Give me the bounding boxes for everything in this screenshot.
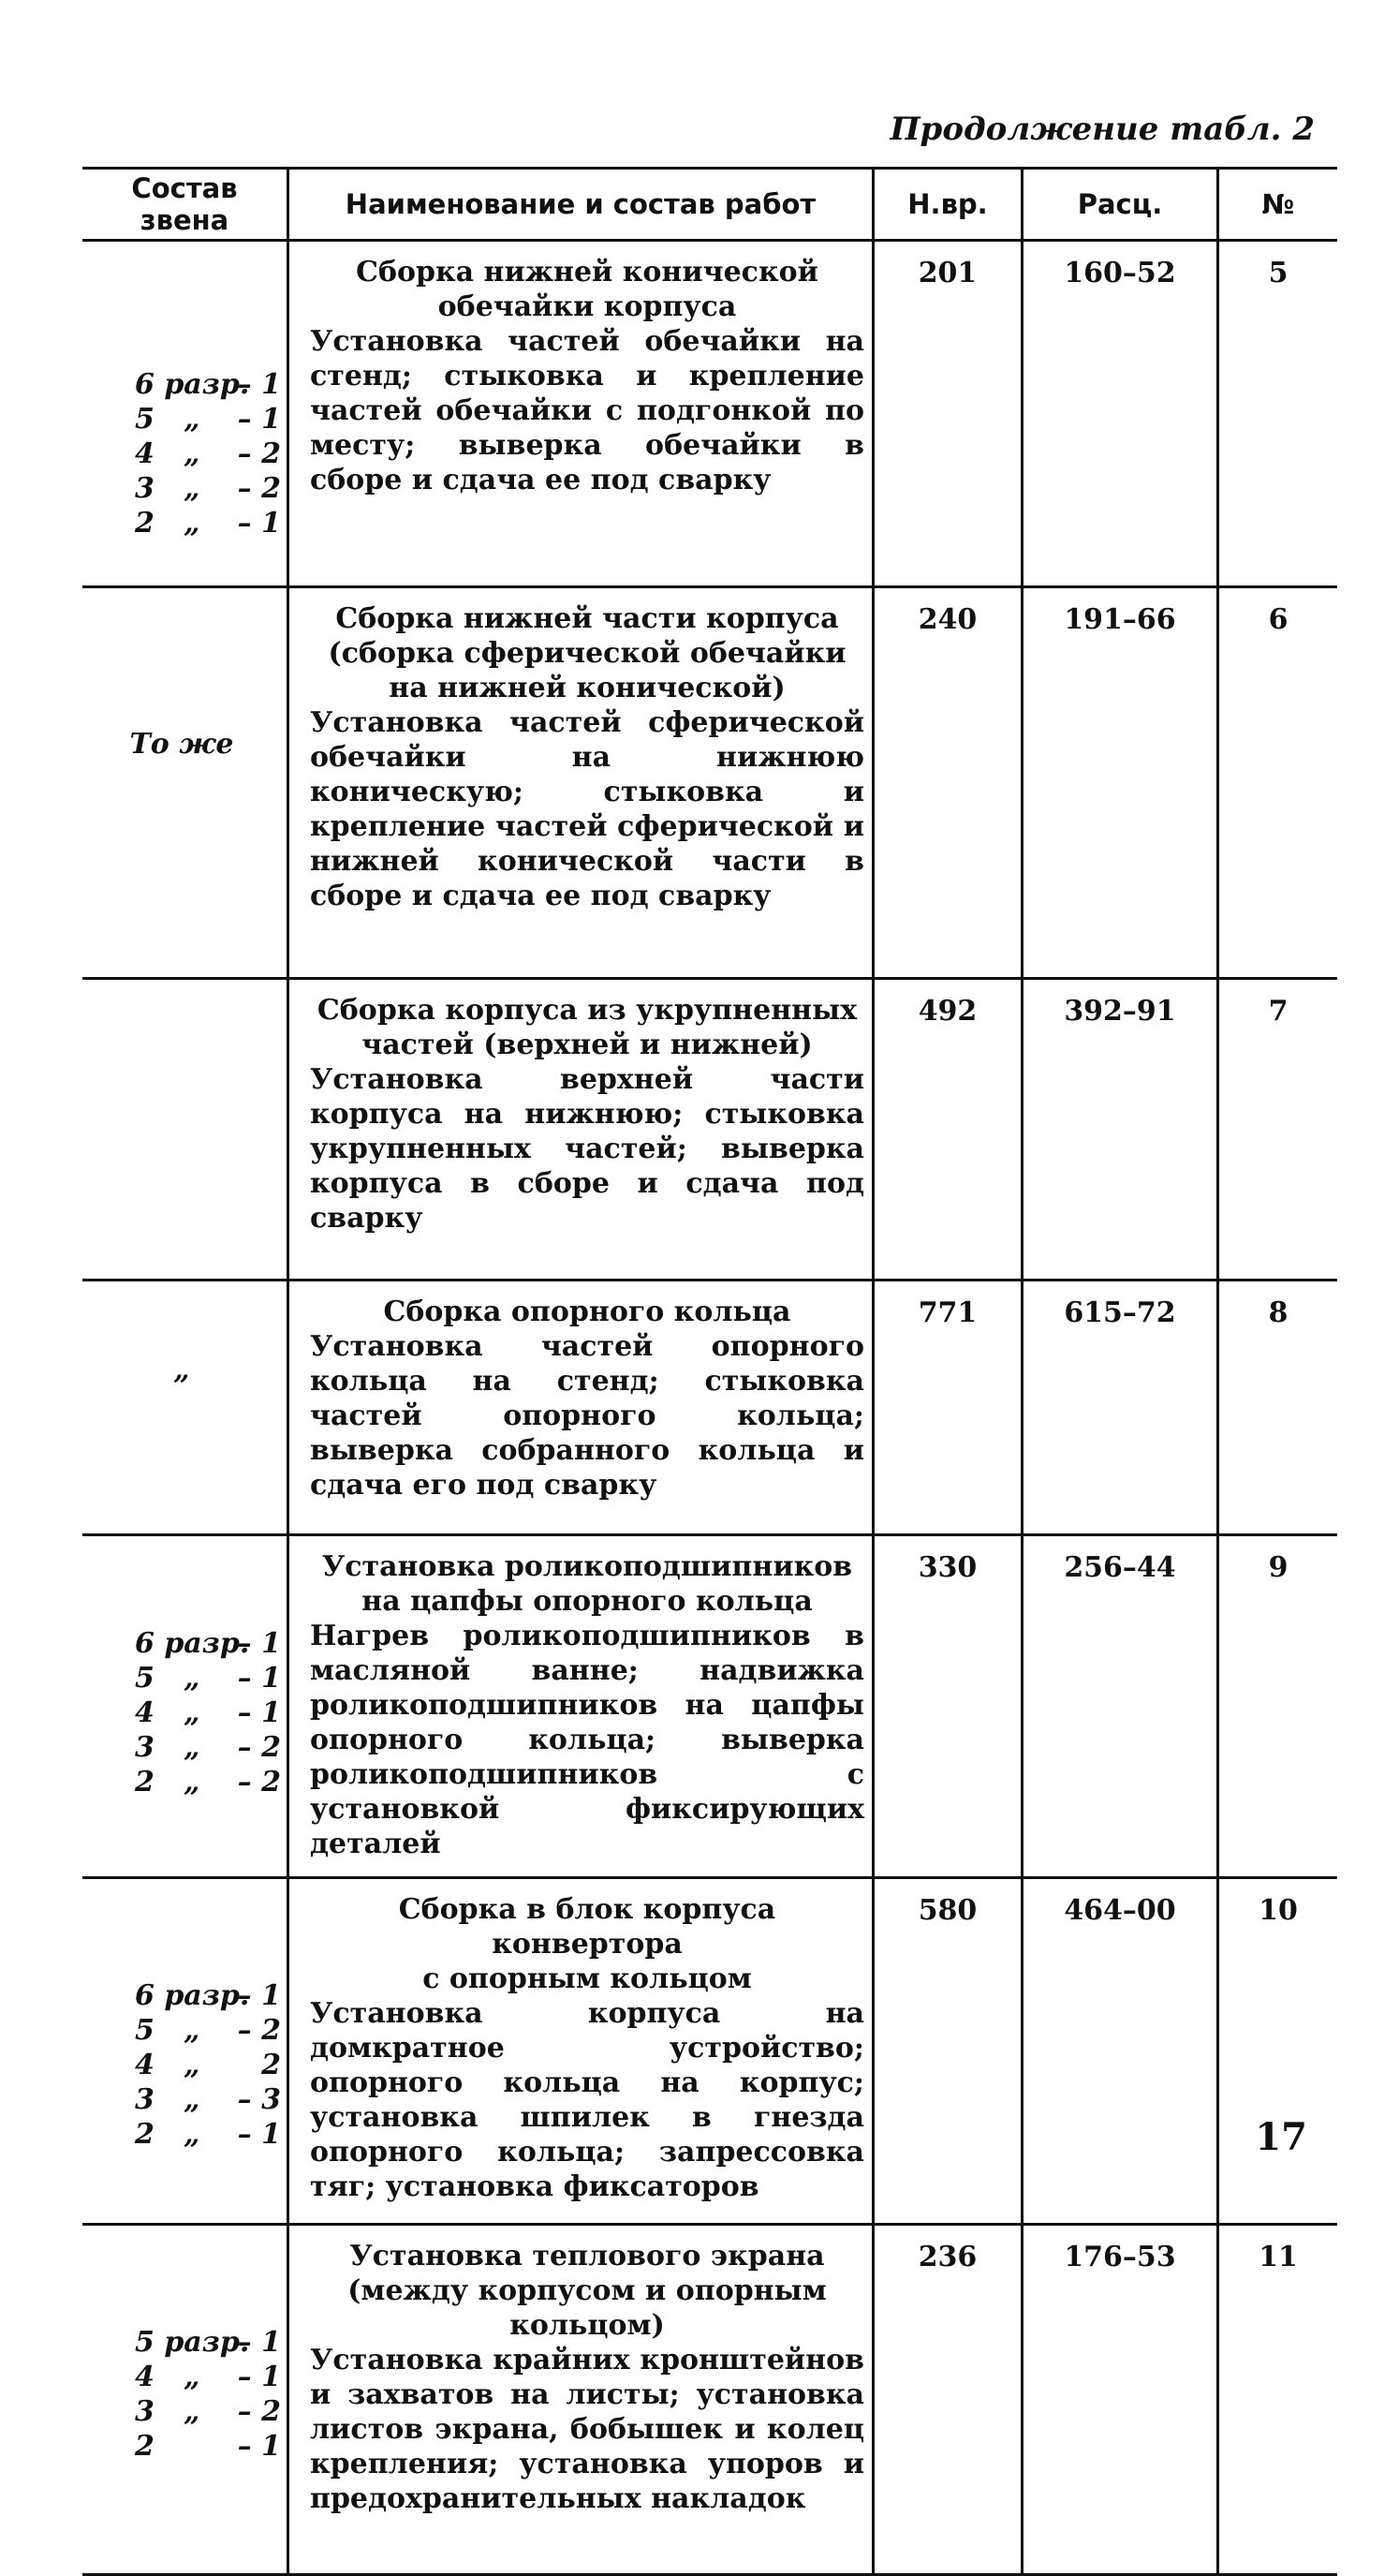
norm-time-cell	[874, 1281, 1023, 1535]
work-content	[289, 2226, 872, 2525]
work-cell	[288, 241, 874, 587]
work-content	[289, 1879, 872, 2213]
work-norms-table	[82, 167, 1337, 2576]
crew-grade: 3 „	[135, 1731, 200, 1764]
rate-cell	[1023, 1535, 1218, 1878]
crew-cell	[82, 587, 288, 979]
crew-grade: 3 „	[135, 2395, 200, 2428]
crew-cell	[82, 1535, 288, 1878]
work-description: Установка частей обечайки на стенд; стыковка и крепление частей обечайки с подгонкой по месту; выверка обечайки в сборе и сдача ее под сварку	[310, 325, 864, 496]
row-number-value: 5	[1268, 257, 1289, 289]
crew-count: – 2	[237, 1731, 281, 1764]
number-cell	[1218, 1535, 1338, 1878]
crew-grade: 4 „	[135, 1696, 200, 1729]
norm-time-value: 236	[918, 2241, 978, 2273]
crew-composition	[82, 1879, 287, 2152]
rate-value: 615–72	[1064, 1296, 1176, 1329]
crew-grade: 2 „	[135, 1766, 200, 1799]
crew-composition	[82, 1281, 287, 1387]
crew-count: – 1	[237, 507, 281, 540]
crew-count: – 3	[237, 2083, 281, 2116]
work-cell	[288, 2225, 874, 2575]
table-continuation-label: Продолжение табл. 2	[890, 111, 1315, 148]
row-number-value: 6	[1268, 603, 1289, 636]
crew-line	[82, 1730, 281, 1765]
work-content	[289, 1536, 872, 1871]
number-cell	[1218, 587, 1338, 979]
crew-grade: 4 „	[135, 437, 200, 470]
page-number: 17	[1255, 2115, 1307, 2159]
work-description: Установка крайних кронштейнов и захватов на листы; установка листов экрана, бобышек и колец крепления; установка упоров и предохранительных накладок	[310, 2344, 864, 2515]
number-cell	[1218, 979, 1338, 1281]
work-title: Сборка корпуса из укрупненных частей (верхней и нижней)	[317, 994, 858, 1061]
crew-count: – 1	[237, 368, 281, 401]
rate-cell	[1023, 979, 1218, 1281]
column-header-rate: Расц.	[1023, 169, 1218, 241]
work-title: Сборка опорного кольца	[383, 1295, 791, 1328]
crew-cell	[82, 1878, 288, 2225]
crew-grade: 3 „	[135, 2083, 200, 2116]
norm-time-cell	[874, 241, 1023, 587]
crew-count: – 1	[237, 2118, 281, 2151]
rate-value: 191–66	[1064, 603, 1176, 636]
table-row	[82, 241, 1337, 587]
crew-line	[82, 2360, 281, 2394]
row-number-value: 11	[1259, 2241, 1298, 2273]
crew-line	[82, 1661, 281, 1695]
work-content	[289, 980, 872, 1245]
norm-time-value: 201	[918, 257, 978, 289]
norm-time-value: 240	[918, 603, 978, 636]
work-cell	[288, 1281, 874, 1535]
crew-grade: 2 „	[135, 507, 200, 540]
norm-time-value: 771	[918, 1296, 978, 1329]
table-row	[82, 587, 1337, 979]
crew-count: – 1	[237, 2361, 281, 2393]
table-body	[82, 241, 1337, 2575]
table-row	[82, 2225, 1337, 2575]
norm-time-cell	[874, 587, 1023, 979]
crew-grade: 4 „	[135, 2361, 200, 2393]
crew-line	[82, 1978, 281, 2013]
crew-cell	[82, 979, 288, 1281]
crew-count: – 1	[237, 2430, 281, 2463]
crew-grade: 2	[135, 2430, 155, 2463]
row-number-value: 9	[1268, 1551, 1289, 1584]
work-title: Установка роликоподшипников на цапфы опорного кольца	[321, 1550, 853, 1618]
crew-line	[82, 1765, 281, 1799]
row-number-value: 10	[1259, 1894, 1298, 1927]
crew-grade: 5 „	[135, 2014, 200, 2047]
norm-time-value: 492	[918, 995, 978, 1028]
crew-cell	[82, 241, 288, 587]
norm-time-cell	[874, 2225, 1023, 2575]
crew-composition	[82, 1536, 287, 1799]
crew-grade: 4 „	[135, 2049, 200, 2081]
work-title: Сборка нижней конической обечайки корпуса	[356, 256, 818, 323]
rate-cell	[1023, 241, 1218, 587]
work-description: Нагрев роликоподшипников в масляной ванне; надвижка роликоподшипников на цапфы опорного кольца; выверка роликоподшипников с установкой фиксирующих деталей	[310, 1620, 864, 1860]
rate-cell	[1023, 1878, 1218, 2225]
work-cell	[288, 1535, 874, 1878]
table-row	[82, 979, 1337, 1281]
crew-line	[82, 2394, 281, 2429]
crew-count: – 1	[237, 1696, 281, 1729]
crew-count: 2	[261, 2049, 281, 2081]
crew-count: – 2	[237, 2014, 281, 2047]
rate-value: 464–00	[1064, 1894, 1176, 1927]
row-number-value: 7	[1268, 995, 1289, 1028]
crew-line	[82, 506, 281, 540]
column-header-norm-time: Н.вр.	[874, 169, 1023, 241]
crew-grade: 5 „	[135, 1662, 200, 1695]
work-title: Сборка нижней части корпуса (сборка сферической обечайки на нижней конической)	[328, 602, 847, 704]
work-content	[289, 1281, 872, 1512]
crew-count: – 2	[237, 437, 281, 470]
number-cell	[1218, 2225, 1338, 2575]
crew-line	[82, 471, 281, 506]
work-description: Установка верхней части корпуса на нижнюю; стыковка укрупненных частей; выверка корпуса в сборе и сдача под сварку	[310, 1063, 864, 1235]
work-title: Сборка в блок корпуса конвертора с опорным кольцом	[398, 1893, 776, 1995]
crew-count: – 2	[237, 2395, 281, 2428]
work-description: Установка корпуса на домкратное устройство; опорного кольца на корпус; установка шпилек в гнезда опорного кольца; запрессовка тяг; установка фиксаторов	[310, 1997, 864, 2203]
crew-same-as-above: „	[173, 1354, 190, 1386]
rate-value: 256–44	[1064, 1551, 1176, 1584]
row-number-value: 8	[1268, 1296, 1289, 1329]
norm-time-value: 580	[918, 1894, 978, 1927]
crew-count: – 1	[237, 2326, 281, 2359]
crew-grade: 6 разр.	[135, 1627, 250, 1660]
crew-grade: 2 „	[135, 2118, 200, 2151]
work-cell	[288, 1878, 874, 2225]
column-header-work: Наименование и состав работ	[288, 169, 874, 241]
work-content	[289, 588, 872, 923]
crew-cell	[82, 2225, 288, 2575]
table-row	[82, 1281, 1337, 1535]
work-description: Установка частей сферической обечайки на нижнюю коническую; стыковка и крепление частей сферической и нижней конической части в сборе и сдача ее под сварку	[310, 706, 864, 912]
crew-line	[82, 367, 281, 402]
crew-count: – 2	[237, 1766, 281, 1799]
rate-cell	[1023, 1281, 1218, 1535]
rate-value: 392–91	[1064, 995, 1176, 1028]
rate-value: 160–52	[1064, 257, 1176, 289]
norm-time-cell	[874, 979, 1023, 1281]
crew-line	[82, 2429, 281, 2464]
table-row	[82, 1535, 1337, 1878]
norm-time-cell	[874, 1535, 1023, 1878]
crew-grade: 5 „	[135, 403, 200, 436]
crew-line	[82, 1695, 281, 1730]
rate-cell	[1023, 587, 1218, 979]
crew-line	[82, 1626, 281, 1661]
table-header-row	[82, 169, 1337, 241]
crew-line	[82, 2117, 281, 2152]
norm-time-value: 330	[918, 1551, 978, 1584]
crew-same-as-above: То же	[129, 728, 234, 761]
crew-line	[82, 2048, 281, 2082]
crew-grade: 3 „	[135, 472, 200, 505]
crew-grade: 5 разр.	[135, 2326, 250, 2359]
crew-line	[82, 437, 281, 471]
work-cell	[288, 979, 874, 1281]
column-header-number: №	[1218, 169, 1338, 241]
number-cell	[1218, 1878, 1338, 2225]
norm-time-cell	[874, 1878, 1023, 2225]
crew-count: – 2	[237, 472, 281, 505]
crew-count: – 1	[237, 403, 281, 436]
crew-grade: 6 разр.	[135, 368, 250, 401]
crew-count: – 1	[237, 1979, 281, 2012]
crew-line	[82, 2325, 281, 2360]
crew-count: – 1	[237, 1662, 281, 1695]
crew-composition	[82, 588, 287, 762]
crew-line	[82, 2082, 281, 2117]
table-row	[82, 1878, 1337, 2225]
work-title: Установка теплового экрана (между корпусом и опорным кольцом)	[347, 2240, 827, 2342]
crew-line	[82, 402, 281, 437]
work-content	[289, 242, 872, 507]
column-header-crew: Состав звена	[82, 169, 288, 241]
crew-count: – 1	[237, 1627, 281, 1660]
crew-grade: 6 разр.	[135, 1979, 250, 2012]
rate-value: 176–53	[1064, 2241, 1176, 2273]
number-cell	[1218, 241, 1338, 587]
work-description: Установка частей опорного кольца на стенд; стыковка частей опорного кольца; выверка собранного кольца и сдача его под сварку	[310, 1330, 864, 1502]
rate-cell	[1023, 2225, 1218, 2575]
crew-line	[82, 2013, 281, 2048]
work-cell	[288, 587, 874, 979]
number-cell	[1218, 1281, 1338, 1535]
crew-composition	[82, 242, 287, 540]
crew-cell	[82, 1281, 288, 1535]
crew-composition	[82, 2226, 287, 2464]
